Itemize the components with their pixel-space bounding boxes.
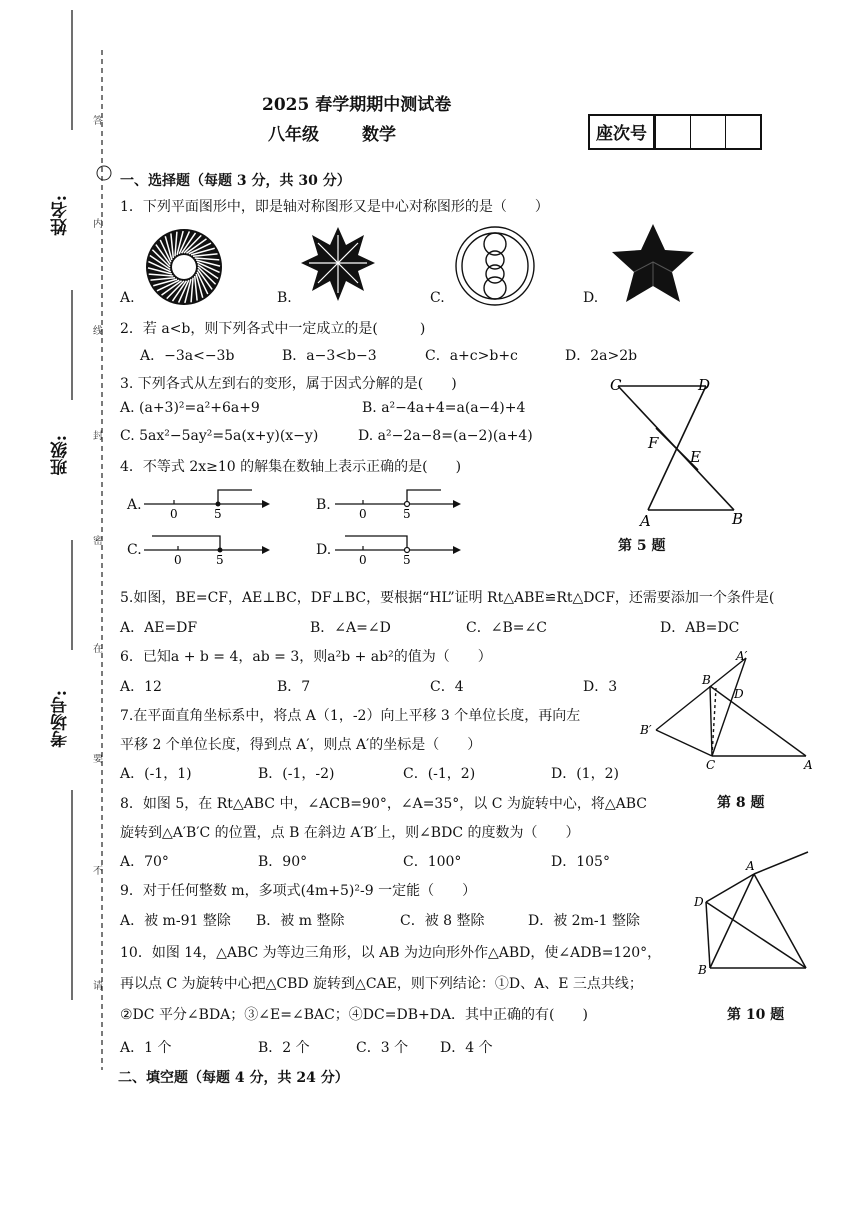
q8-option-b[interactable]: B．90°	[258, 854, 308, 870]
q10-option-a[interactable]: A．1 个	[120, 1040, 172, 1056]
question-7-stem-line2: 平移 2 个单位长度，得到点 A′，则点 A′的坐标是（ ）	[120, 737, 482, 753]
q1-figure-b	[300, 225, 376, 303]
q4-number-line-b	[333, 484, 463, 524]
question-9-stem: 9．对于任何整数 m，多项式(4m+5)²-9 一定能（ ）	[120, 883, 477, 899]
q2-option-d[interactable]: D．2a>2b	[565, 348, 638, 364]
question-6-stem: 6．已知a + b = 4，ab = 3，则a²b + ab²的值为（ ）	[120, 649, 492, 665]
question-5-stem: 5.如图，BE=CF，AE⊥BC，DF⊥BC，要根据“HL”证明 Rt△ABE≌Rt△DCF，还需要添加一个条件是(	[120, 590, 775, 606]
binding-char: 密	[93, 536, 103, 547]
question-1-stem: 1．下列平面图形中，即是轴对称图形又是中心对称图形的是（ ）	[120, 199, 549, 215]
q3-option-a[interactable]: A. (a+3)²=a²+6a+9	[120, 400, 260, 416]
q4-option-c[interactable]: C.	[127, 542, 142, 558]
seat-number-cell[interactable]	[690, 116, 725, 148]
seat-number-box	[588, 114, 762, 150]
q8-figure	[636, 648, 820, 770]
q6-option-d[interactable]: D．3	[583, 679, 618, 695]
binding-char: 封	[93, 431, 103, 442]
q6-option-a[interactable]: A．12	[120, 679, 162, 695]
q9-option-b[interactable]: B．被 m 整除	[256, 913, 345, 929]
question-10-stem-line1: 10．如图 14，△ABC 为等边三角形，以 AB 为边向形外作△ABD，使∠ADB=120°，	[120, 945, 662, 961]
seat-number-label: 座次号	[590, 116, 655, 148]
question-3-stem: 3. 下列各式从左到右的变形，属于因式分解的是( )	[120, 376, 457, 392]
q5-option-a[interactable]: A．AE=DF	[120, 620, 198, 636]
q8-option-c[interactable]: C．100°	[403, 854, 462, 870]
q8-figure-caption: 第 8 题	[717, 795, 765, 811]
subject-label: 数学	[362, 125, 396, 145]
q7-option-a[interactable]: A．(-1，1)	[120, 766, 192, 782]
q4a-tick-0: 0	[170, 507, 178, 521]
q9-option-d[interactable]: D．被 2m-1 整除	[528, 913, 640, 929]
q4-number-line-c	[142, 530, 272, 570]
q4-number-line-d	[333, 530, 463, 570]
q1-figure-a	[142, 225, 226, 309]
q10-figure	[690, 848, 814, 980]
question-8-stem-line2: 旋转到△A′B′C 的位置，点 B 在斜边 A′B′上，则∠BDC 的度数为（ ）	[120, 825, 580, 841]
q6-option-b[interactable]: B．7	[277, 679, 311, 695]
question-2-stem: 2．若 a<b，则下列各式中一定成立的是( )	[120, 321, 426, 337]
q4-option-d[interactable]: D.	[316, 542, 332, 558]
q5-point-e: E	[690, 448, 701, 466]
grade-label: 八年级	[268, 125, 319, 145]
q5-point-f: F	[648, 434, 659, 452]
q4d-tick-5: 5	[403, 553, 411, 567]
q8-option-a[interactable]: A．70°	[120, 854, 169, 870]
q1-option-d[interactable]: D.	[583, 290, 599, 306]
q4c-tick-5: 5	[216, 553, 224, 567]
question-10-stem-line3: ②DC 平分∠BDA；③∠E=∠BAC；④DC=DB+DA．其中正确的有( )	[120, 1007, 588, 1023]
q9-option-a[interactable]: A．被 m-91 整除	[120, 913, 231, 929]
q5-point-d: D	[698, 376, 711, 394]
q1-figure-c	[453, 224, 537, 308]
q1-option-c[interactable]: C.	[430, 290, 445, 306]
q5-point-c: C	[610, 376, 622, 394]
question-7-stem-line1: 7.在平面直角坐标系中，将点 A（1，-2）向上平移 3 个单位长度，再向左	[120, 708, 581, 724]
class-label: 班级:	[51, 435, 71, 476]
q10-figure-caption: 第 10 题	[727, 1007, 785, 1023]
question-10-stem-line2: 再以点 C 为旋转中心把△CBD 旋转到△CAE，则下列结论：①D、A、E 三点共线；	[120, 976, 643, 992]
q4b-tick-0: 0	[359, 507, 367, 521]
q5-point-a: A	[640, 512, 651, 530]
q5-figure	[600, 370, 760, 535]
binding-line	[0, 0, 140, 1215]
binding-char: 线	[93, 326, 103, 337]
q6-option-c[interactable]: C．4	[430, 679, 464, 695]
q4-option-a[interactable]: A.	[127, 497, 142, 513]
q1-option-a[interactable]: A.	[120, 290, 135, 306]
q5-point-b: B	[732, 510, 744, 528]
q8-point-b-prime: B′	[640, 723, 652, 737]
q8-point-a-prime: A′	[736, 649, 748, 663]
q4a-tick-5: 5	[214, 507, 222, 521]
q9-option-c[interactable]: C．被 8 整除	[400, 913, 485, 929]
q2-option-c[interactable]: C．a+c>b+c	[425, 348, 518, 364]
q10-option-d[interactable]: D．4 个	[440, 1040, 493, 1056]
q3-option-c[interactable]: C. 5ax²−5ay²=5a(x+y)(x−y)	[120, 428, 319, 444]
q2-option-a[interactable]: A．−3a<−3b	[140, 348, 235, 364]
q5-option-d[interactable]: D．AB=DC	[660, 620, 740, 636]
q5-option-c[interactable]: C．∠B=∠C	[466, 620, 547, 636]
q4-option-b[interactable]: B.	[316, 497, 331, 513]
q7-option-d[interactable]: D．(1，2)	[551, 766, 619, 782]
binding-char: 内	[93, 219, 103, 230]
q4c-tick-0: 0	[174, 553, 182, 567]
binding-char: 请	[93, 981, 103, 992]
binding-char: 不	[93, 866, 103, 877]
question-8-stem-line1: 8．如图 5，在 Rt△ABC 中，∠ACB=90°，∠A=35°，以 C 为旋转中心，将△ABC	[120, 796, 647, 812]
q5-figure-caption: 第 5 题	[618, 538, 666, 554]
q8-point-d: D	[734, 687, 744, 701]
binding-char: 在	[93, 644, 103, 655]
question-4-stem: 4．不等式 2x≥10 的解集在数轴上表示正确的是( )	[120, 459, 462, 475]
q8-option-d[interactable]: D．105°	[551, 854, 610, 870]
q10-point-b: B	[698, 963, 707, 977]
q4-number-line-a	[142, 484, 272, 524]
q3-option-d[interactable]: D. a²−2a−8=(a−2)(a+4)	[358, 428, 533, 444]
q10-option-c[interactable]: C．3 个	[356, 1040, 409, 1056]
q4b-tick-5: 5	[403, 507, 411, 521]
exam-room-label: 考场号:	[51, 690, 71, 748]
binding-char: 答	[93, 116, 103, 127]
q10-point-d: D	[694, 895, 704, 909]
q8-point-a: A	[804, 758, 813, 770]
q10-option-b[interactable]: B．2 个	[258, 1040, 310, 1056]
q3-option-b[interactable]: B. a²−4a+4=a(a−4)+4	[362, 400, 526, 416]
section-title-choice: 一、选择题（每题 3 分，共 30 分）	[120, 173, 351, 189]
seat-number-cell[interactable]	[725, 116, 760, 148]
name-label: 姓名:	[51, 195, 71, 236]
binding-char: 要	[93, 754, 103, 765]
q7-option-c[interactable]: C．(-1，2)	[403, 766, 476, 782]
page-title: 2025 春学期期中测试卷	[262, 95, 452, 115]
q1-figure-d	[610, 222, 696, 304]
q7-option-b[interactable]: B．(-1，-2)	[258, 766, 335, 782]
section-title-fill-blank: 二、填空题（每题 4 分，共 24 分）	[118, 1070, 349, 1086]
q5-option-b[interactable]: B．∠A=∠D	[310, 620, 391, 636]
q1-option-b[interactable]: B.	[277, 290, 292, 306]
q8-point-b: B	[702, 673, 711, 687]
q8-point-c: C	[706, 758, 716, 770]
q4d-tick-0: 0	[359, 553, 367, 567]
q10-point-a: A	[746, 859, 755, 873]
q2-option-b[interactable]: B．a−3<b−3	[282, 348, 377, 364]
seat-number-cell[interactable]	[655, 116, 690, 148]
